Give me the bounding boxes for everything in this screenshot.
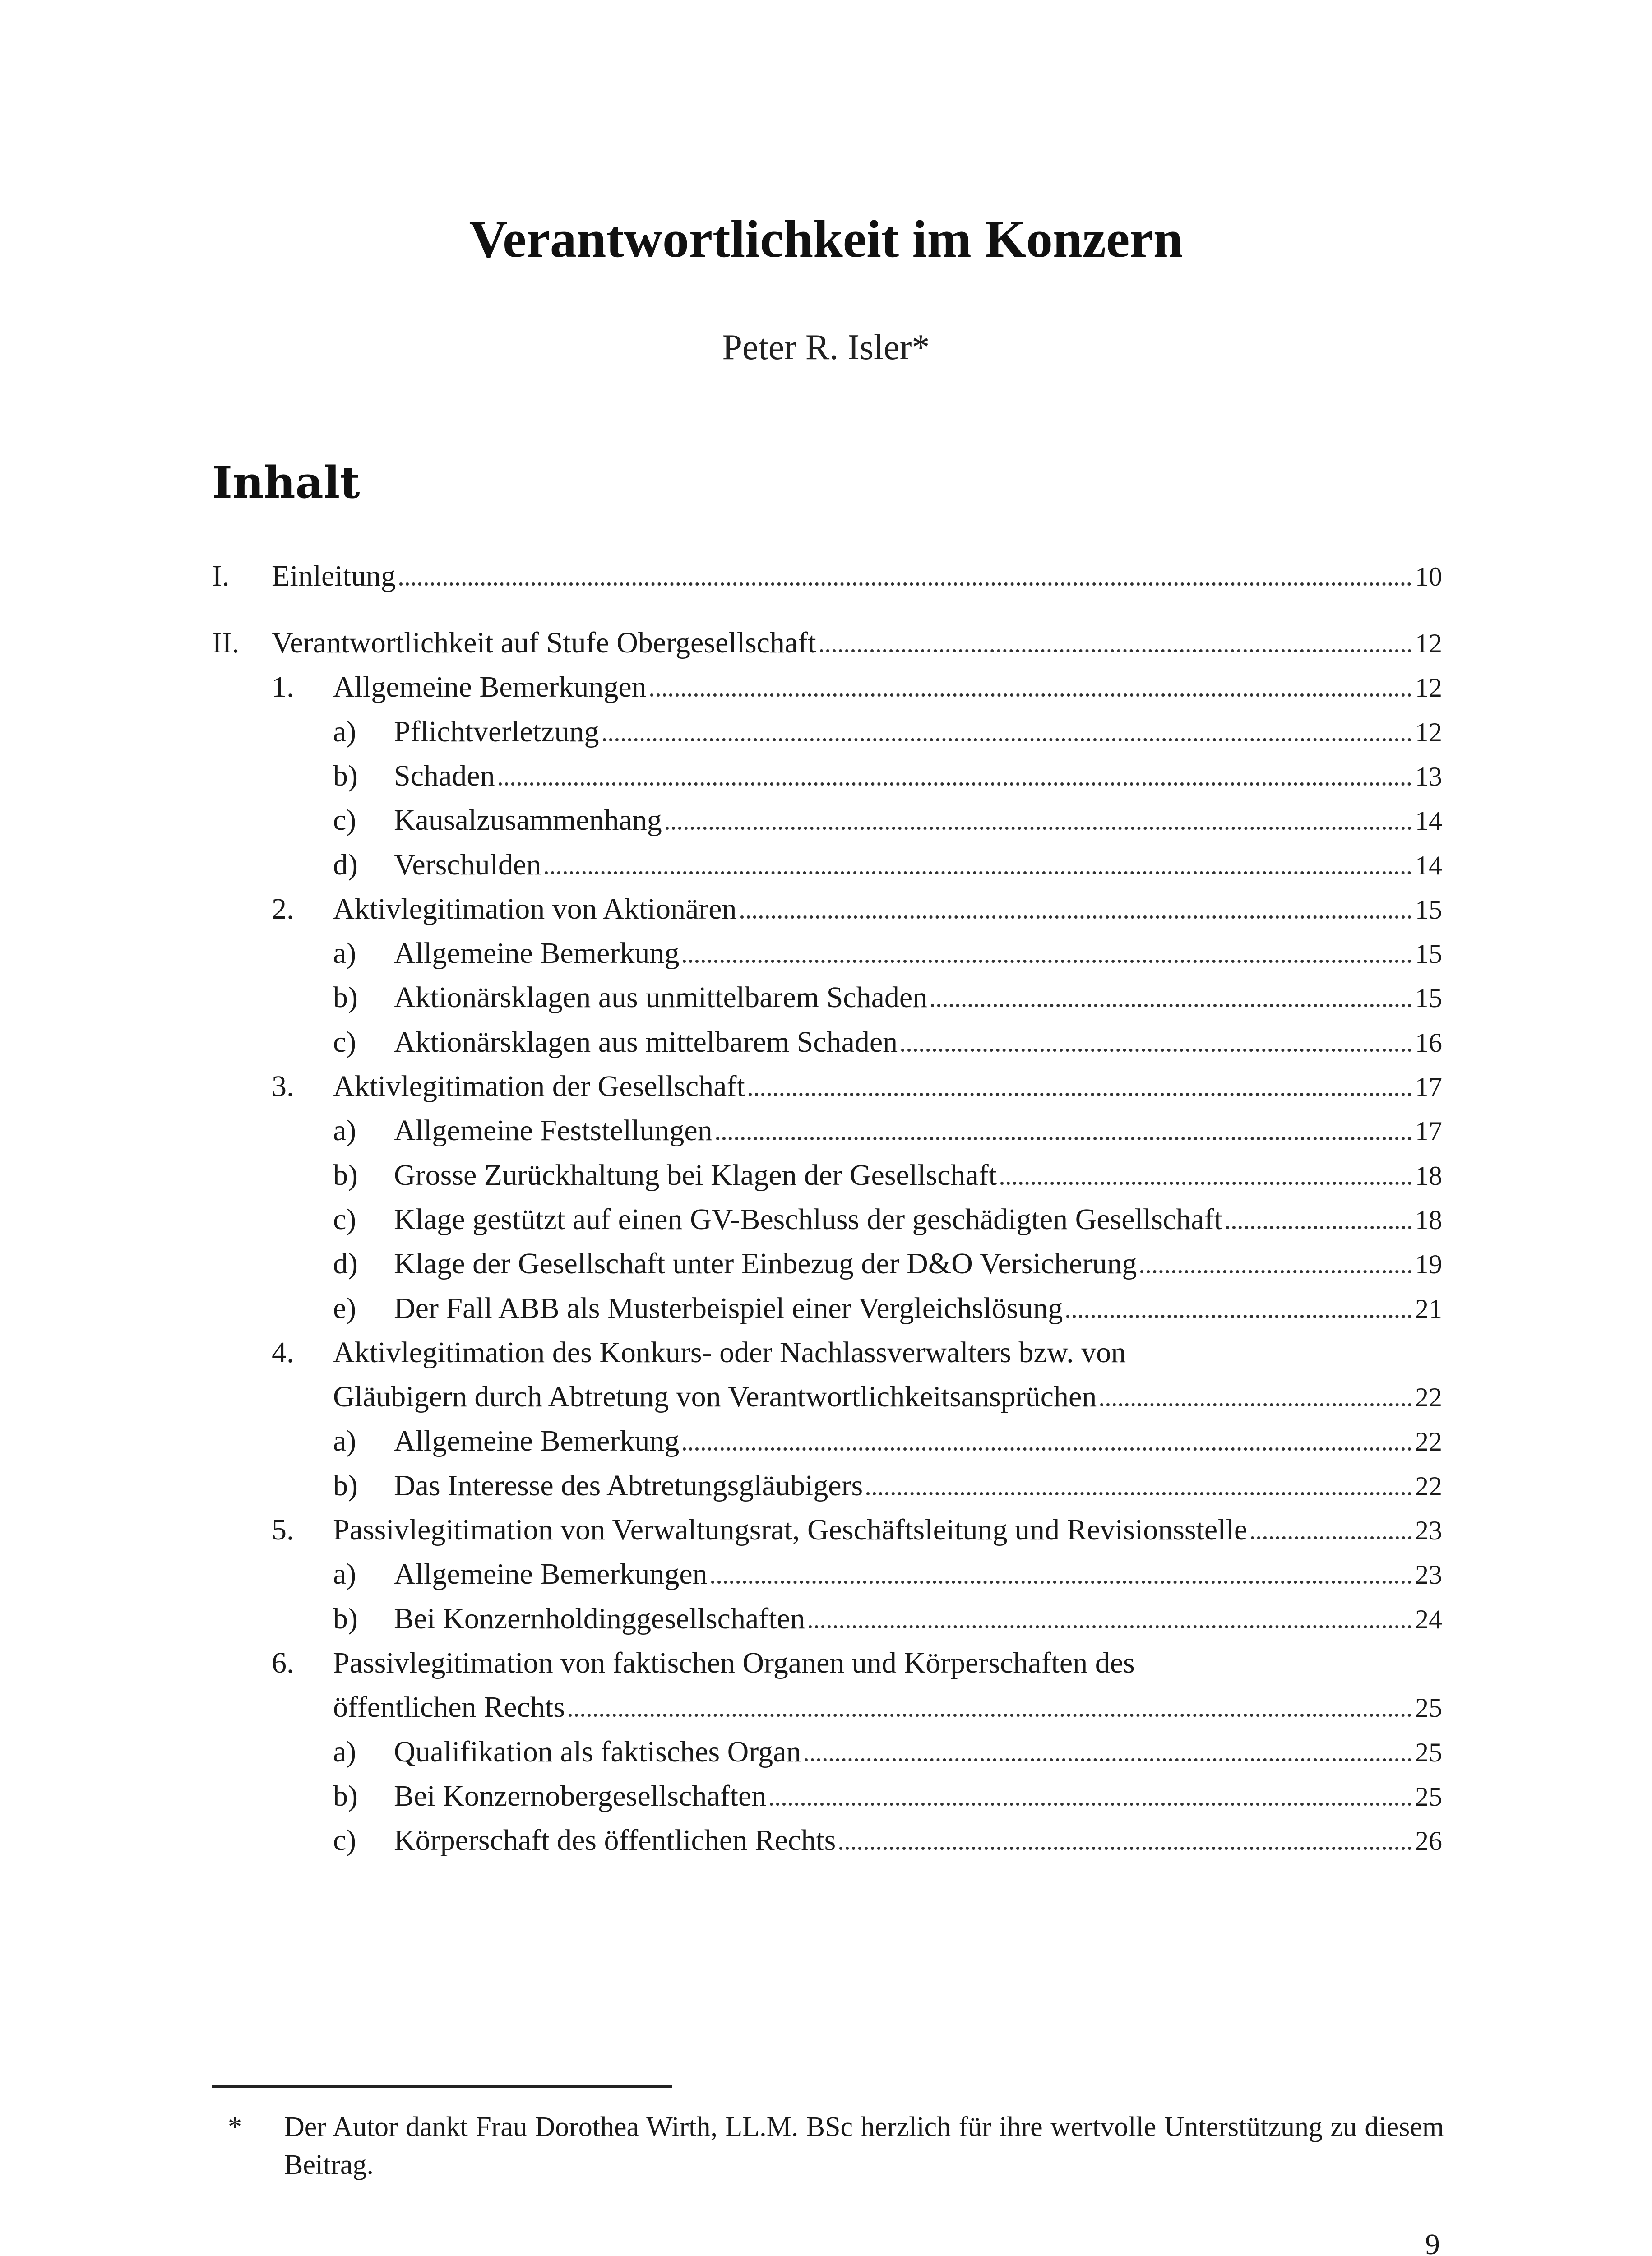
toc-dot-leader bbox=[569, 1714, 1411, 1717]
toc-dot-leader bbox=[770, 1803, 1411, 1806]
toc-dot-leader bbox=[1140, 1270, 1411, 1273]
toc-dot-leader bbox=[839, 1847, 1411, 1850]
toc-entry-number: c) bbox=[333, 1824, 356, 1857]
toc-entry bbox=[272, 1643, 1442, 1683]
toc-entry-label: Allgemeine Bemerkungen bbox=[394, 1558, 708, 1591]
toc-entry-number: 5. bbox=[272, 1513, 294, 1546]
toc-entry-page: 22 bbox=[1415, 1471, 1442, 1501]
toc-entry-label: Der Fall ABB als Musterbeispiel einer Vergleichslösung bbox=[394, 1291, 1063, 1325]
toc-entry bbox=[333, 1199, 1442, 1240]
toc-entry-page: 25 bbox=[1415, 1693, 1442, 1723]
toc-entry-label: Einleitung bbox=[272, 559, 396, 592]
toc-entry-label: Grosse Zurückhaltung bei Klagen der Gesellschaft bbox=[394, 1158, 997, 1192]
toc-entry bbox=[333, 1022, 1442, 1063]
article-title: Verantwortlichkeit im Konzern bbox=[469, 209, 1183, 268]
toc-dot-leader bbox=[711, 1581, 1411, 1584]
toc-entry-number: c) bbox=[333, 1202, 356, 1236]
toc-entry-page: 15 bbox=[1415, 983, 1442, 1013]
toc-entry bbox=[272, 1332, 1442, 1373]
toc-entry bbox=[333, 712, 1442, 752]
toc-entry-label: öffentlichen Rechts bbox=[333, 1691, 565, 1724]
toc-entry-label: Kausalzusammenhang bbox=[394, 804, 662, 837]
toc-entry-page: 12 bbox=[1415, 673, 1442, 703]
toc-entry-number: 6. bbox=[272, 1646, 294, 1679]
toc-entry bbox=[333, 800, 1442, 841]
toc-entry-label: Passivlegitimation von faktischen Organen und Körperschaften des bbox=[333, 1646, 1135, 1679]
toc-entry-page: 10 bbox=[1415, 562, 1442, 592]
toc-entry-label: Allgemeine Bemerkung bbox=[394, 937, 680, 970]
toc-entry-number: 1. bbox=[272, 670, 294, 704]
toc-entry bbox=[333, 845, 1442, 885]
toc-entry-label: Aktivlegitimation der Gesellschaft bbox=[333, 1070, 745, 1103]
toc-entry-number: 2. bbox=[272, 892, 294, 925]
page-number: 9 bbox=[1425, 2228, 1440, 2256]
toc-dot-leader bbox=[650, 693, 1411, 697]
toc-entry-page: 12 bbox=[1415, 717, 1442, 747]
toc-heading: Inhalt bbox=[212, 457, 360, 508]
toc-entry-page: 15 bbox=[1415, 894, 1442, 925]
toc-dot-leader bbox=[805, 1758, 1411, 1761]
toc-dot-leader bbox=[716, 1137, 1411, 1140]
toc-entry-page: 18 bbox=[1415, 1160, 1442, 1191]
toc-dot-leader bbox=[603, 738, 1411, 741]
toc-entry-label: Allgemeine Bemerkung bbox=[394, 1424, 680, 1458]
toc-dot-leader bbox=[666, 827, 1411, 830]
toc-entry bbox=[333, 1288, 1442, 1329]
toc-entry-page: 26 bbox=[1415, 1826, 1442, 1856]
footnote-marker: * bbox=[228, 2112, 242, 2142]
toc-entry bbox=[272, 1510, 1442, 1550]
toc-entry-page: 23 bbox=[1415, 1560, 1442, 1590]
toc-entry-label: Verantwortlichkeit auf Stufe Obergesellschaft bbox=[272, 626, 816, 659]
article-author: Peter R. Isler* bbox=[722, 328, 930, 367]
toc-entry-label: Schaden bbox=[394, 759, 495, 792]
toc-entry-number: d) bbox=[333, 848, 358, 881]
toc-dot-leader bbox=[820, 649, 1411, 652]
toc-entry bbox=[333, 1599, 1442, 1639]
toc-entry-label: Pflichtverletzung bbox=[394, 715, 599, 748]
toc-entry bbox=[272, 889, 1442, 929]
toc-dot-leader bbox=[931, 1004, 1411, 1007]
toc-entry bbox=[333, 1377, 1442, 1417]
toc-entry-number: c) bbox=[333, 804, 356, 837]
footnote-text: Der Autor dankt Frau Dorothea Wirth, LL.M. BSc herzlich für ihre wertvolle Unterstützung zu diesem Beitrag. bbox=[284, 2112, 1444, 2180]
toc-entry bbox=[212, 623, 1442, 663]
toc-dot-leader bbox=[1100, 1403, 1411, 1406]
toc-entry bbox=[333, 1465, 1442, 1506]
toc-entry-page: 14 bbox=[1415, 850, 1442, 880]
toc-dot-leader bbox=[866, 1492, 1411, 1495]
toc-entry-label: Passivlegitimation von Verwaltungsrat, Geschäftsleitung und Revisionsstelle bbox=[333, 1513, 1248, 1546]
toc-entry-page: 12 bbox=[1415, 629, 1442, 658]
toc-entry-label: Bei Konzernobergesellschaften bbox=[394, 1779, 767, 1812]
toc-entry-number: a) bbox=[333, 1558, 356, 1591]
toc-entry-label: Allgemeine Bemerkungen bbox=[333, 670, 647, 704]
toc-entry bbox=[333, 1155, 1442, 1196]
toc-entry-page: 16 bbox=[1415, 1027, 1442, 1058]
toc-entry-number: b) bbox=[333, 1158, 358, 1192]
toc-entry-page: 25 bbox=[1415, 1781, 1442, 1812]
toc-entry-page: 22 bbox=[1415, 1382, 1442, 1413]
toc-dot-leader bbox=[1226, 1226, 1411, 1229]
toc-entry-page: 13 bbox=[1415, 761, 1442, 791]
toc-entry-label: Aktivlegitimation von Aktionären bbox=[333, 892, 737, 925]
toc-entry bbox=[333, 933, 1442, 974]
toc-entry-page: 19 bbox=[1415, 1249, 1442, 1280]
toc-entry bbox=[333, 756, 1442, 796]
toc-entry bbox=[333, 1421, 1442, 1461]
toc-entry bbox=[333, 1820, 1442, 1861]
toc-entry-page: 22 bbox=[1415, 1427, 1442, 1457]
toc-dot-leader bbox=[809, 1625, 1411, 1628]
toc-entry-label: Aktionärsklagen aus mittelbarem Schaden bbox=[394, 1025, 898, 1059]
toc-entry-number: a) bbox=[333, 937, 356, 970]
toc-entry bbox=[272, 667, 1442, 707]
toc-dot-leader bbox=[1066, 1315, 1411, 1318]
toc-entry-page: 15 bbox=[1415, 939, 1442, 969]
toc-dot-leader bbox=[399, 582, 1411, 586]
toc-entry-number: b) bbox=[333, 1469, 358, 1502]
toc-entry-page: 17 bbox=[1415, 1072, 1442, 1102]
toc-entry-label: Körperschaft des öffentlichen Rechts bbox=[394, 1824, 836, 1857]
toc-entry-page: 24 bbox=[1415, 1604, 1442, 1634]
toc-entry-page: 23 bbox=[1415, 1516, 1442, 1545]
toc-entry-number: c) bbox=[333, 1025, 356, 1059]
toc-entry-number: 3. bbox=[272, 1070, 294, 1103]
toc-entry-number: 4. bbox=[272, 1336, 294, 1369]
toc-entry-label: Bei Konzernholdinggesellschaften bbox=[394, 1602, 805, 1635]
toc-entry-number: a) bbox=[333, 1735, 356, 1768]
toc-dot-leader bbox=[683, 960, 1411, 963]
toc-dot-leader bbox=[740, 915, 1411, 919]
toc-entry-label: Allgemeine Feststellungen bbox=[394, 1114, 713, 1147]
toc-dot-leader bbox=[683, 1447, 1411, 1451]
toc-entry-number: a) bbox=[333, 715, 356, 748]
toc-dot-leader bbox=[545, 871, 1411, 874]
toc-entry-number: b) bbox=[333, 981, 358, 1014]
toc-dot-leader bbox=[1000, 1182, 1411, 1185]
toc-dot-leader bbox=[1251, 1536, 1411, 1539]
toc-dot-leader bbox=[749, 1093, 1411, 1096]
toc-entry-label: Klage der Gesellschaft unter Einbezug der D&O Versicherung bbox=[394, 1247, 1137, 1281]
toc-entry-label: Das Interesse des Abtretungsgläubigers bbox=[394, 1469, 863, 1502]
toc-dot-leader bbox=[901, 1049, 1411, 1052]
toc-entry-page: 17 bbox=[1415, 1116, 1442, 1146]
toc-entry-label: Gläubigern durch Abtretung von Verantwortlichkeitsansprüchen bbox=[333, 1380, 1097, 1414]
toc-entry-page: 18 bbox=[1415, 1205, 1442, 1235]
toc-entry-page: 21 bbox=[1415, 1294, 1442, 1324]
toc-entry-label: Verschulden bbox=[394, 848, 541, 881]
toc-entry bbox=[333, 1110, 1442, 1151]
toc-entry-label: Aktionärsklagen aus unmittelbarem Schaden bbox=[394, 981, 928, 1014]
toc-entry bbox=[212, 556, 1442, 596]
toc-entry-number: b) bbox=[333, 1779, 358, 1812]
footnote-separator bbox=[212, 2085, 672, 2088]
toc-dot-leader bbox=[499, 782, 1411, 786]
toc-entry bbox=[333, 1244, 1442, 1284]
toc-entry-page: 25 bbox=[1415, 1737, 1442, 1767]
toc-entry bbox=[272, 1066, 1442, 1107]
toc-entry-number: a) bbox=[333, 1114, 356, 1147]
toc-entry-page: 14 bbox=[1415, 806, 1442, 836]
toc-entry bbox=[333, 977, 1442, 1018]
toc-entry-number: e) bbox=[333, 1291, 356, 1325]
toc-entry-number: a) bbox=[333, 1424, 356, 1458]
toc-entry bbox=[333, 1732, 1442, 1772]
toc-entry-number: d) bbox=[333, 1247, 358, 1281]
toc-entry-number: I. bbox=[212, 559, 230, 592]
toc-entry-number: b) bbox=[333, 1602, 358, 1635]
toc-entry bbox=[333, 1554, 1442, 1595]
toc-entry-label: Klage gestützt auf einen GV-Beschluss der geschädigten Gesellschaft bbox=[394, 1202, 1222, 1236]
toc-entry-label: Qualifikation als faktisches Organ bbox=[394, 1735, 801, 1768]
toc-entry-label: Aktivlegitimation des Konkurs- oder Nachlassverwalters bzw. von bbox=[333, 1336, 1126, 1369]
toc-entry bbox=[333, 1776, 1442, 1817]
toc-entry-number: II. bbox=[212, 626, 240, 659]
toc-entry-number: b) bbox=[333, 759, 358, 792]
toc-entry bbox=[333, 1687, 1442, 1728]
